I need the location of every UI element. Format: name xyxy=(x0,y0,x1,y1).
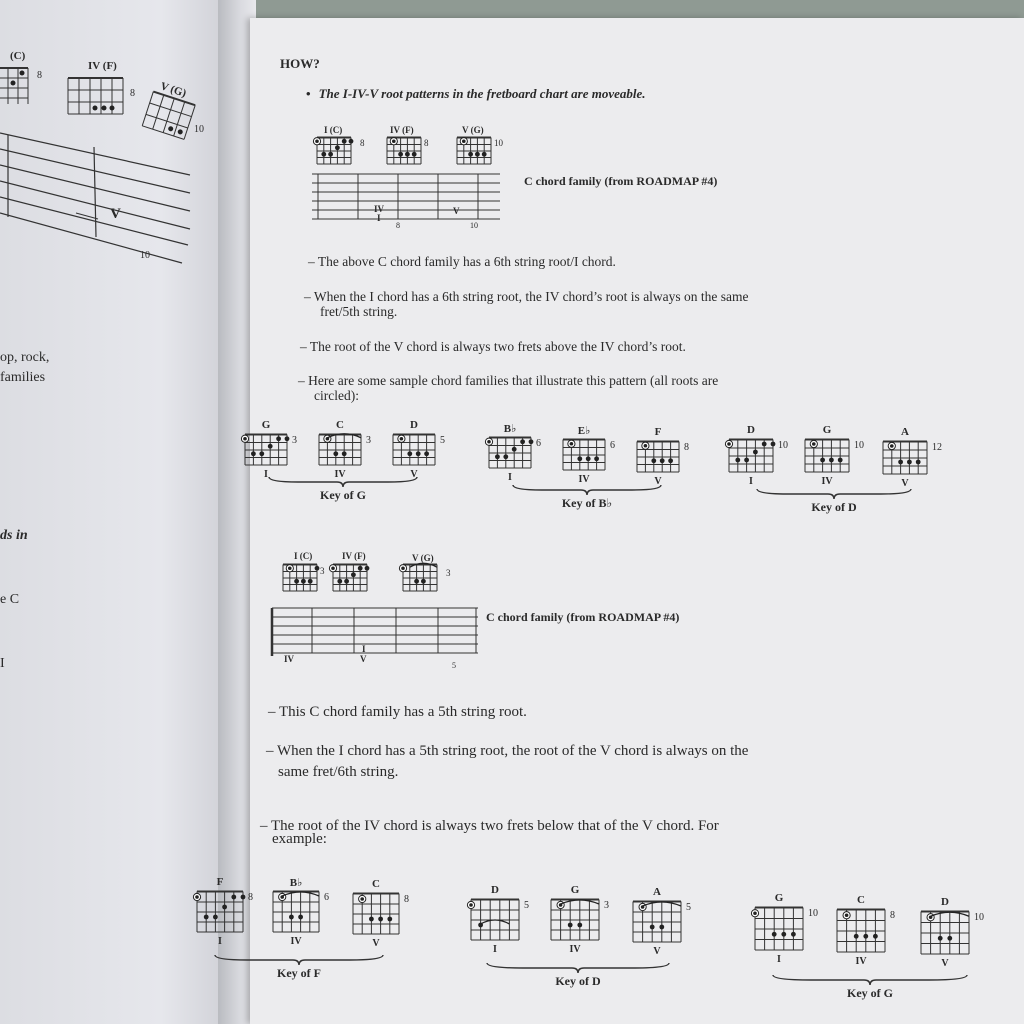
family1-fret-num: 8 xyxy=(424,138,429,148)
chord-diagram xyxy=(392,433,436,467)
fret-num: 6 xyxy=(610,440,615,451)
chord-name: D xyxy=(410,419,418,431)
chord-diagram xyxy=(562,438,606,472)
chord-diagram xyxy=(920,910,970,956)
chord-name: C xyxy=(372,878,380,890)
roman-numeral: IV xyxy=(821,476,833,487)
left-neck-fret: 10 xyxy=(140,250,150,261)
chord-name: D xyxy=(491,884,499,896)
family2-chord-label: I (C) xyxy=(294,551,313,561)
family2-neck-numeral: I xyxy=(362,644,366,654)
text-line: – The root of the V chord is always two frets above the IV chord’s root. xyxy=(300,339,686,354)
family1-neck-numeral: IV xyxy=(374,204,385,214)
chord-name: A xyxy=(653,886,661,898)
family1-neck-numeral: V xyxy=(453,206,460,216)
left-chord-diagram-f xyxy=(68,76,128,118)
text-line: fret/5th string. xyxy=(320,304,398,319)
chord-diagram xyxy=(272,890,320,934)
roman-numeral: I xyxy=(508,472,512,483)
family2-neck-fret: 5 xyxy=(452,661,456,670)
family1-chord-label: V (G) xyxy=(462,125,484,135)
roman-numeral: I xyxy=(218,936,222,947)
chord-diagram xyxy=(402,563,438,593)
roman-numeral: IV xyxy=(569,944,581,955)
left-text-line: ds in xyxy=(0,528,28,543)
left-text-line: e C xyxy=(0,592,20,607)
left-chord-label-f: IV (F) xyxy=(88,60,117,72)
chord-diagram xyxy=(550,898,600,942)
fret-num: 5 xyxy=(524,900,529,911)
family1-fretboard xyxy=(312,172,502,228)
family1-neck-fret: 8 xyxy=(396,221,400,230)
family2-neck-numeral: V xyxy=(360,654,367,664)
chord-diagram xyxy=(244,433,288,467)
left-chord-label-c: (C) xyxy=(10,50,26,62)
chord-diagram xyxy=(754,906,804,952)
fret-num: 5 xyxy=(686,902,691,913)
key-label: Key of D xyxy=(555,974,601,988)
left-neck-numeral: V xyxy=(110,206,121,222)
key-brace xyxy=(486,962,670,974)
fret-num: 6 xyxy=(324,892,329,903)
fret-num: 8 xyxy=(404,894,409,905)
chord-name: E♭ xyxy=(577,425,591,437)
left-fret-num: 8 xyxy=(130,88,135,99)
family1-chord-label: I (C) xyxy=(324,125,343,135)
chord-name: B♭ xyxy=(289,877,303,889)
chord-diagram xyxy=(386,136,422,166)
family1-neck-numeral: I xyxy=(377,213,381,223)
chord-diagram xyxy=(352,892,400,936)
left-text-line: families xyxy=(0,370,46,385)
chord-name: A xyxy=(901,426,909,438)
family1-neck-fret: 10 xyxy=(470,221,478,230)
family1-fret-num: 8 xyxy=(360,138,365,148)
key-label: Key of F xyxy=(277,966,321,980)
chord-name: D xyxy=(941,896,949,908)
roman-numeral: I xyxy=(264,469,268,480)
fret-num: 10 xyxy=(808,908,818,919)
key-brace xyxy=(268,476,418,488)
roman-numeral: IV xyxy=(578,474,590,485)
fret-num: 3 xyxy=(366,435,371,446)
text-line: – When the I chord has a 5th string root, the root of the V chord is always on the xyxy=(266,743,749,759)
family1-chord-label: IV (F) xyxy=(390,125,414,135)
key-brace xyxy=(772,974,968,986)
chord-name: F xyxy=(654,426,662,438)
family2-chord-label: V (G) xyxy=(412,553,434,563)
chord-name: G xyxy=(822,424,832,436)
fret-num: 8 xyxy=(684,442,689,453)
text-line: – Here are some sample chord families that illustrate this pattern (all roots are xyxy=(298,373,719,388)
left-fretboard-neck xyxy=(0,125,200,265)
chord-name: F xyxy=(216,876,224,888)
fret-num: 10 xyxy=(854,440,864,451)
roman-numeral: V xyxy=(410,469,418,480)
chord-diagram xyxy=(804,438,850,474)
bullet-point xyxy=(306,86,646,102)
bullet-text: The I-IV-V root patterns in the fretboard chart are moveable. xyxy=(318,86,646,101)
left-fret-num: 10 xyxy=(194,124,204,135)
roman-numeral: V xyxy=(941,958,949,969)
key-brace xyxy=(512,484,662,496)
family2-caption: C chord family (from ROADMAP #4) xyxy=(486,610,680,624)
chord-name: G xyxy=(774,892,784,904)
text-line: – When the I chord has a 6th string root, the IV chord’s root is always on the same xyxy=(304,289,749,304)
chord-name: G xyxy=(570,884,580,896)
roman-numeral: I xyxy=(749,476,753,487)
left-page xyxy=(0,0,230,1024)
bullet-icon: • xyxy=(306,86,311,101)
left-text-line: op, rock, xyxy=(0,350,50,365)
text-line: – The above C chord family has a 6th string root/I chord. xyxy=(308,254,616,269)
book-page xyxy=(216,18,1024,1024)
key-label: Key of B♭ xyxy=(561,496,613,510)
roman-numeral: IV xyxy=(334,469,346,480)
chord-diagram xyxy=(316,136,352,166)
text-line: – The root of the IV chord is always two frets below that of the V chord. For xyxy=(260,818,719,834)
roman-numeral: IV xyxy=(290,936,302,947)
left-chord-label-g: V (G) xyxy=(158,80,188,100)
text-line: example: xyxy=(272,831,327,847)
fret-num: 6 xyxy=(536,438,541,449)
fret-num: 12 xyxy=(932,442,942,453)
key-brace xyxy=(214,954,384,966)
key-brace xyxy=(756,488,912,500)
family2-fret-num: 3 xyxy=(320,566,325,576)
roman-numeral: V xyxy=(654,476,662,487)
roman-numeral: V xyxy=(901,478,909,489)
key-label: Key of G xyxy=(320,488,366,502)
chord-diagram xyxy=(632,900,682,944)
fret-num: 3 xyxy=(604,900,609,911)
roman-numeral: I xyxy=(777,954,781,965)
chord-diagram xyxy=(470,898,520,942)
fret-num: 5 xyxy=(440,435,445,446)
chord-diagram xyxy=(488,436,532,470)
chord-diagram xyxy=(728,438,774,474)
family2-chord-label: IV (F) xyxy=(342,551,366,561)
chord-name: D xyxy=(747,424,755,436)
family2-fret-num: 3 xyxy=(446,568,451,578)
chord-diagram xyxy=(282,563,318,593)
page-heading: HOW? xyxy=(280,56,320,71)
chord-diagram xyxy=(882,440,928,476)
chord-diagram xyxy=(636,440,680,474)
fret-num: 8 xyxy=(248,892,253,903)
family1-fret-num: 10 xyxy=(494,138,503,148)
chord-diagram xyxy=(318,433,362,467)
left-chord-diagram-c xyxy=(0,66,30,106)
key-label: Key of D xyxy=(811,500,857,514)
text-line: – This C chord family has a 5th string root. xyxy=(268,704,527,720)
fret-num: 3 xyxy=(292,435,297,446)
chord-name: C xyxy=(857,894,865,906)
roman-numeral: V xyxy=(653,946,661,957)
text-line: same fret/6th string. xyxy=(278,764,399,780)
left-text-line: I xyxy=(0,656,5,671)
family2-fretboard xyxy=(272,606,482,666)
roman-numeral: I xyxy=(493,944,497,955)
chord-diagram xyxy=(332,563,368,593)
chord-name: B♭ xyxy=(503,423,517,435)
chord-name: G xyxy=(261,419,271,431)
key-label: Key of G xyxy=(847,986,893,1000)
roman-numeral: V xyxy=(372,938,380,949)
roman-numeral: IV xyxy=(855,956,867,967)
text-line: circled): xyxy=(314,388,359,403)
chord-diagram xyxy=(456,136,492,166)
fret-num: 10 xyxy=(974,912,984,923)
fret-num: 10 xyxy=(778,440,788,451)
chord-name: C xyxy=(336,419,344,431)
chord-diagram xyxy=(836,908,886,954)
family2-neck-numeral: IV xyxy=(284,654,295,664)
fret-num: 8 xyxy=(890,910,895,921)
family1-caption: C chord family (from ROADMAP #4) xyxy=(524,174,718,188)
left-fret-num: 8 xyxy=(37,70,42,81)
chord-diagram xyxy=(196,890,244,934)
